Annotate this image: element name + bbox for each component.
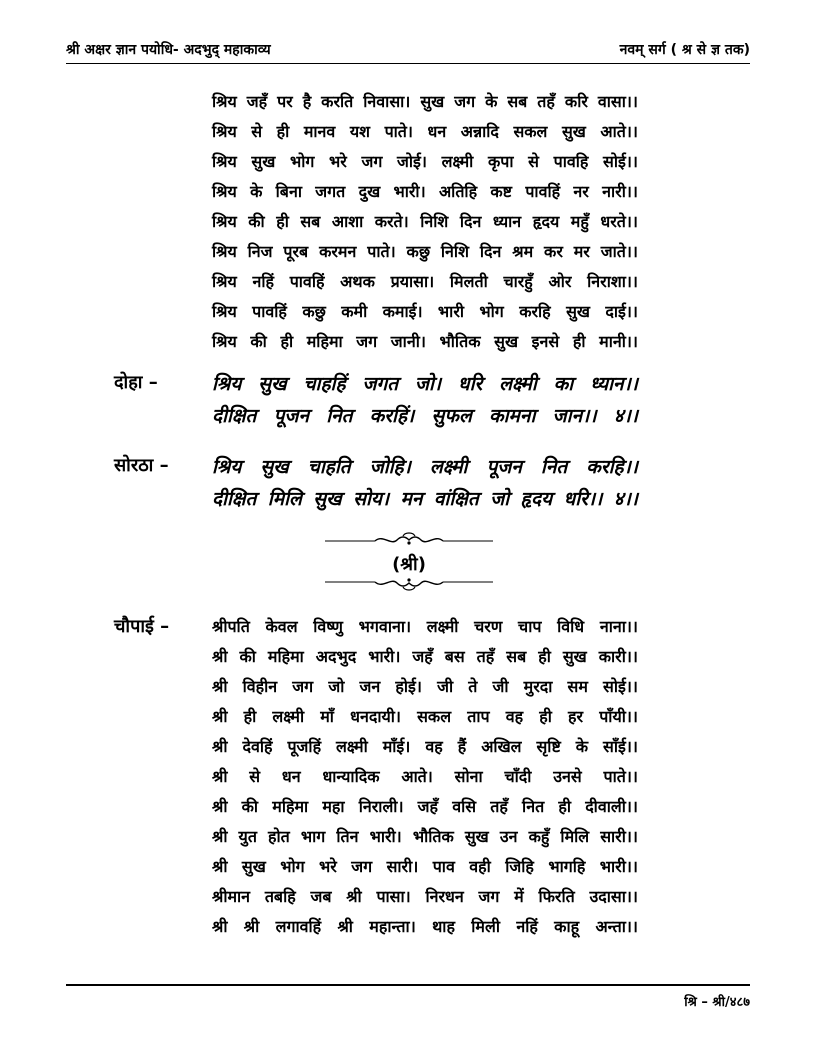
page-number: श्रि – श्री/४८७ (684, 995, 750, 1010)
sortha-label: सोरठा – (114, 455, 169, 476)
footer-divider (66, 984, 750, 986)
verse-line: श्रिय से ही मानव यश पाते। धन अन्नादि सकल सुख आते।। (212, 122, 638, 141)
verse-line: श्रिय जहँ पर है करति निवासा। सुख जग के सब तहँ करि वासा।। (212, 92, 638, 111)
book-title: श्री अक्षर ज्ञान पयोधि- अदभुद् महाकाव्य (66, 42, 271, 58)
header-divider (66, 63, 750, 64)
verse-line: श्रिय पावहिं कछु कमी कमाई। भारी भोग करहि सुख दाई।। (212, 302, 638, 321)
chaupai-line: श्री विहीन जग जो जन होई। जी ते जी मुरदा सम सोई।। (212, 677, 638, 696)
verse-line: श्रिय सुख भोग भरे जग जोई। लक्ष्मी कृपा से पावहि सोई।। (212, 152, 638, 171)
chaupai-verse (212, 612, 638, 942)
chaupai-line: श्री श्री लगावहिं श्री महान्ता। थाह मिली नहिं काहू अन्ता।। (212, 917, 638, 936)
chaupai-line: श्रीपति केवल विष्णु भगवाना। लक्ष्मी चरण चाप विधि नाना।। (212, 617, 638, 636)
chaupai-line: श्री की महिमा अदभुद भारी। जहँ बस तहँ सब ही सुख कारी।। (212, 647, 638, 666)
stanza-shriya (212, 87, 638, 357)
sortha-verse (212, 451, 638, 515)
sortha-line: श्रिय सुख चाहति जोहि। लक्ष्मी पूजन नित करहि।। (212, 456, 638, 478)
verse-line: श्रिय की ही महिमा जग जानी। भौतिक सुख इनसे ही मानी।। (212, 332, 638, 351)
chaupai-line: श्री से धन धान्यादिक आते। सोना चाँदी उनसे पाते।। (212, 767, 638, 786)
flourish-bottom-icon (325, 575, 493, 591)
chaupai-line: श्री की महिमा महा निराली। जहँ वसि तहँ नित ही दीवाली।। (212, 797, 638, 816)
flourish-top-icon (325, 532, 493, 548)
chaupai-line: श्री सुख भोग भरे जग सारी। पाव वही जिहि भागहि भारी।। (212, 857, 638, 876)
chaupai-line: श्री ही लक्ष्मी माँ धनदायी। सकल ताप वह ही हर पाँयी।। (212, 707, 638, 726)
section-title: (श्री) (392, 554, 426, 575)
chaupai-line: श्री युत होत भाग तिन भारी। भौतिक सुख उन कहुँ मिलि सारी।। (212, 827, 638, 846)
verse-line: श्रिय के बिना जगत दुख भारी। अतिहि कष्ट पावहिं नर नारी।। (212, 182, 638, 201)
chaupai-label: चौपाई – (114, 616, 170, 637)
verse-line: श्रिय की ही सब आशा करते। निशि दिन ध्यान हृदय महुँ धरते।। (212, 212, 638, 231)
verse-line: श्रिय निज पूरब करमन पाते। कछु निशि दिन श्रम कर मर जाते।। (212, 242, 638, 261)
page-header (66, 40, 750, 62)
sortha-line: दीक्षित मिलि सुख सोय। मन वांक्षित जो हृदय धरि।। ४।। (212, 488, 638, 510)
doha-line: दीक्षित पूजन नित करहिं। सुफल कामना जान।। ४।। (212, 405, 638, 427)
chaupai-line: श्री देवहिं पूजहिं लक्ष्मी माँई। वह हैं अखिल सृष्टि के साँई।। (212, 737, 638, 756)
doha-line: श्रिय सुख चाहहिं जगत जो। धरि लक्ष्मी का ध्यान।। (212, 373, 638, 395)
doha-label: दोहा – (114, 372, 158, 393)
chaupai-line: श्रीमान तबहि जब श्री पासा। निरधन जग में फिरति उदासा।। (212, 887, 638, 906)
verse-line: श्रिय नहिं पावहिं अथक प्रयासा। मिलती चारहुँ ओर निराशा।। (212, 272, 638, 291)
chapter-title: नवम् सर्ग ( श्र से ज्ञ तक) (619, 42, 750, 58)
doha-verse (212, 368, 638, 432)
